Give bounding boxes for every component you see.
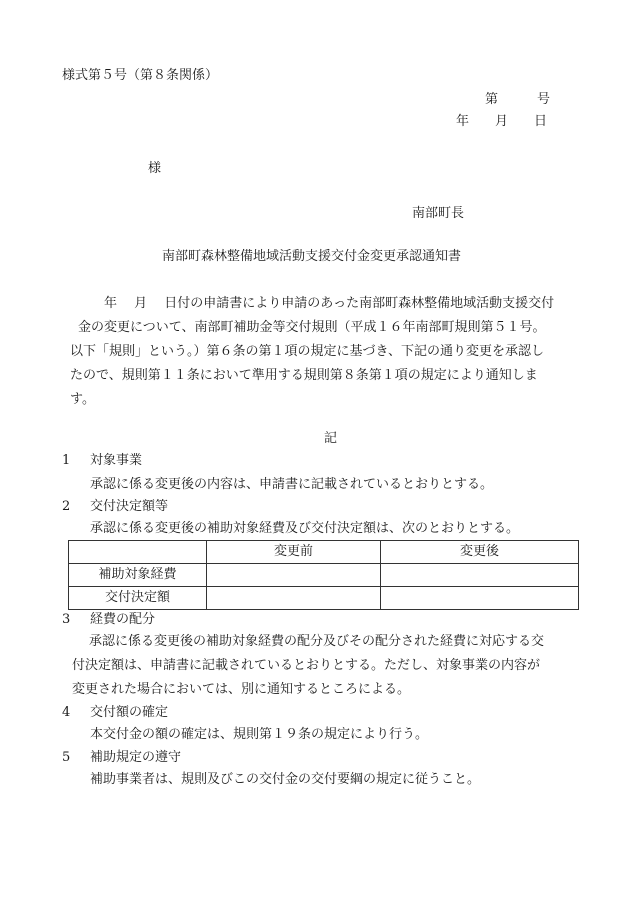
section-5-title: 補助規定の遵守: [90, 750, 182, 765]
document-number: 第 号: [485, 92, 551, 107]
section-2-body: 承認に係る変更後の補助対象経費及び交付決定額は、次のとおりとする。: [90, 521, 520, 536]
body-line: 金の変更について、南部町補助金等交付規則（平成１６年南部町規則第５１号。: [78, 320, 546, 335]
table-header-row: [69, 541, 579, 564]
section-4-number: 4: [62, 705, 71, 720]
section-1-number: 1: [62, 453, 71, 468]
issuer: 南部町長: [412, 206, 465, 221]
table-cell: [207, 564, 381, 587]
table-row-label: 補助対象経費: [69, 564, 207, 587]
section-5-number: 5: [62, 750, 71, 765]
table-header-cell: 変更前: [207, 541, 381, 564]
body-paragraph: [70, 292, 610, 412]
addressee: 様: [148, 161, 162, 176]
section-4-body: 本交付金の額の確定は、規則第１９条の規定により行う。: [90, 727, 429, 742]
amounts-table: [68, 540, 579, 610]
body-line: たので、規則第１１条において準用する規則第８条第１項の規定により通知しま: [70, 368, 538, 383]
section-3-body: [72, 630, 544, 702]
form-number: 様式第５号（第８条関係）: [62, 68, 219, 83]
table-header-cell: [69, 541, 207, 564]
section-1-body: 承認に係る変更後の内容は、申請書に記載されているとおりとする。: [90, 477, 494, 492]
section-4-title: 交付額の確定: [90, 705, 169, 720]
section-3-line: 付決定額は、申請書に記載されているとおりとする。ただし、対象事業の内容が: [72, 658, 541, 673]
table-row-label: 交付決定額: [69, 587, 207, 610]
section-2-number: 2: [62, 499, 71, 514]
body-line: 年 月 日付の申請書により申請のあった南部町森林整備地域活動支援交付: [104, 296, 555, 311]
section-2-title: 交付決定額等: [90, 499, 169, 514]
section-3-line: 変更された場合においては、別に通知するところによる。: [72, 682, 411, 697]
table-header-cell: 変更後: [381, 541, 579, 564]
table-cell: [381, 564, 579, 587]
ki-heading: 記: [324, 431, 338, 446]
section-1-title: 対象事業: [90, 453, 143, 468]
body-line: す。: [70, 392, 95, 407]
table-row: [69, 587, 579, 610]
document-date: 年 月 日: [456, 114, 548, 129]
table-cell: [207, 587, 381, 610]
document-title: 南部町森林整備地域活動支援交付金変更承認通知書: [162, 249, 462, 264]
section-5-body: 補助事業者は、規則及びこの交付金の交付要綱の規定に従うこと。: [90, 772, 481, 787]
table-row: [69, 564, 579, 587]
body-line: 以下「規則」という。）第６条の第１項の規定に基づき、下記の通り変更を承認し: [70, 344, 544, 359]
section-3-number: 3: [62, 612, 71, 627]
section-3-title: 経費の配分: [90, 612, 156, 627]
section-3-line: 承認に係る変更後の補助対象経費の配分及びその配分された経費に対応する交: [76, 634, 545, 649]
table-cell: [381, 587, 579, 610]
